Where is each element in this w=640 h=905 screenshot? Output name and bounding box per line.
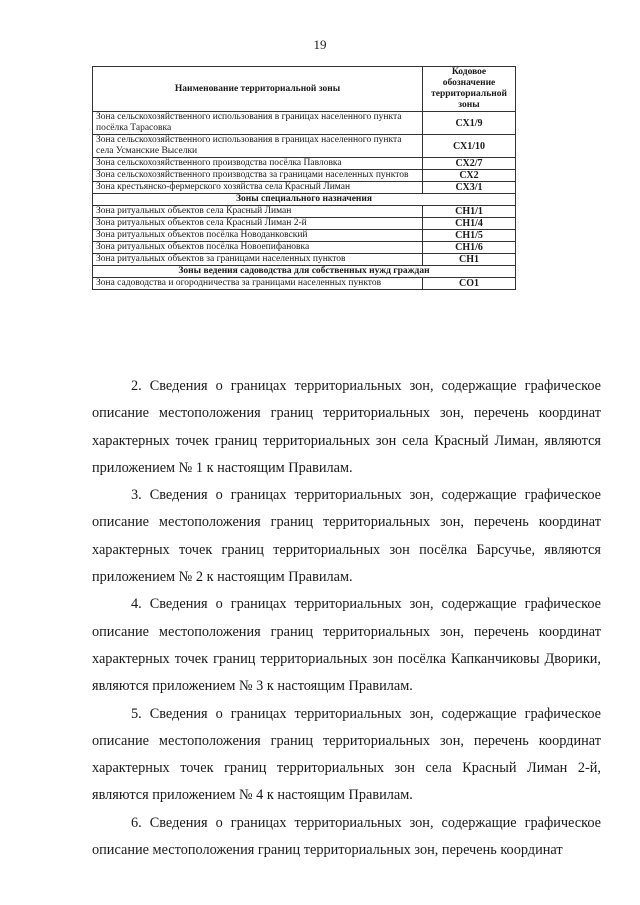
table-row [93, 112, 516, 135]
header-zone-name: Наименование территориальной зоны [93, 67, 423, 112]
zone-code-cell: СН1/4 [423, 218, 516, 230]
table-row [93, 182, 516, 194]
zone-code-cell: СХ2 [423, 170, 516, 182]
table-row [93, 158, 516, 170]
paragraph: 5. Сведения о границах территориальных зон, содержащие графическое описание местоположения границ территориальных зон, перечень координат характерных точек границ территориальных зон села Красный Лиман 2-й, являются приложением № 4 к настоящим Правилам. [92, 705, 601, 804]
paragraph: 2. Сведения о границах территориальных зон, содержащие графическое описание местоположения границ территориальных зон, перечень координат характерных точек границ территориальных зон села Красный Лиман, являются приложением № 1 к настоящим Правилам. [92, 378, 601, 476]
territorial-zones-table [92, 66, 516, 290]
header-zone-code: Кодовое обозначение территориальной зоны [423, 67, 516, 112]
zone-code-cell: СН1/1 [423, 206, 516, 218]
page-number: 19 [313, 37, 327, 52]
zone-code-cell: СН1/5 [423, 230, 516, 242]
table-row [93, 170, 516, 182]
zone-code-cell: СН1/6 [423, 242, 516, 254]
table-section-row [93, 194, 516, 206]
zone-code-cell: СХ2/7 [423, 158, 516, 170]
table-row [93, 206, 516, 218]
zone-name-cell: Зона садоводства и огородничества за границами населенных пунктов [93, 278, 423, 290]
paragraph: 6. Сведения о границах территориальных зон, содержащие графическое описание местоположения границ территориальных зон, перечень координат [92, 814, 601, 859]
zone-name-cell: Зона ритуальных объектов за границами населенных пунктов [93, 254, 423, 266]
zone-name-cell: Зона сельскохозяйственного производства за границами населенных пунктов [93, 170, 423, 182]
body-text [92, 373, 601, 864]
paragraph: 4. Сведения о границах территориальных зон, содержащие графическое описание местоположения границ территориальных зон, перечень координат характерных точек границ территориальных зон посёлка Капканчиковы Дворики, являются приложением № 3 к настоящим Правилам. [92, 596, 601, 695]
zone-code-cell: СХ1/9 [423, 112, 516, 135]
table-header-row [93, 67, 516, 112]
table-body [93, 112, 516, 290]
table-row [93, 230, 516, 242]
zone-code-cell: СХ3/1 [423, 182, 516, 194]
table-row [93, 242, 516, 254]
section-title: Зоны специального назначения [93, 194, 516, 206]
table-row [93, 218, 516, 230]
zone-name-cell: Зона ритуальных объектов села Красный Лиман [93, 206, 423, 218]
zone-name-cell: Зона ритуальных объектов посёлка Новоепифановка [93, 242, 423, 254]
zone-code-cell: СН1 [423, 254, 516, 266]
section-title: Зоны ведения садоводства для собственных нужд граждан [93, 266, 516, 278]
zone-name-cell: Зона сельскохозяйственного производства посёлка Павловка [93, 158, 423, 170]
zone-name-cell: Зона сельскохозяйственного использования в границах населенного пункта посёлка Тарасовка [93, 112, 423, 135]
table-row [93, 254, 516, 266]
paragraph: 3. Сведения о границах территориальных зон, содержащие графическое описание местоположения границ территориальных зон, перечень координат характерных точек границ территориальных зон посёлка Барсучье, являются приложением № 2 к настоящим Правилам. [92, 487, 601, 586]
table-row [93, 278, 516, 290]
zone-name-cell: Зона ритуальных объектов посёлка Новоданковский [93, 230, 423, 242]
zone-code-cell: СО1 [423, 278, 516, 290]
zone-code-cell: СХ1/10 [423, 135, 516, 158]
zone-name-cell: Зона крестьянско-фермерского хозяйства села Красный Лиман [93, 182, 423, 194]
table-section-row [93, 266, 516, 278]
table-row [93, 135, 516, 158]
zone-name-cell: Зона ритуальных объектов села Красный Лиман 2-й [93, 218, 423, 230]
zone-name-cell: Зона сельскохозяйственного использования в границах населенного пункта села Усманские Выселки [93, 135, 423, 158]
